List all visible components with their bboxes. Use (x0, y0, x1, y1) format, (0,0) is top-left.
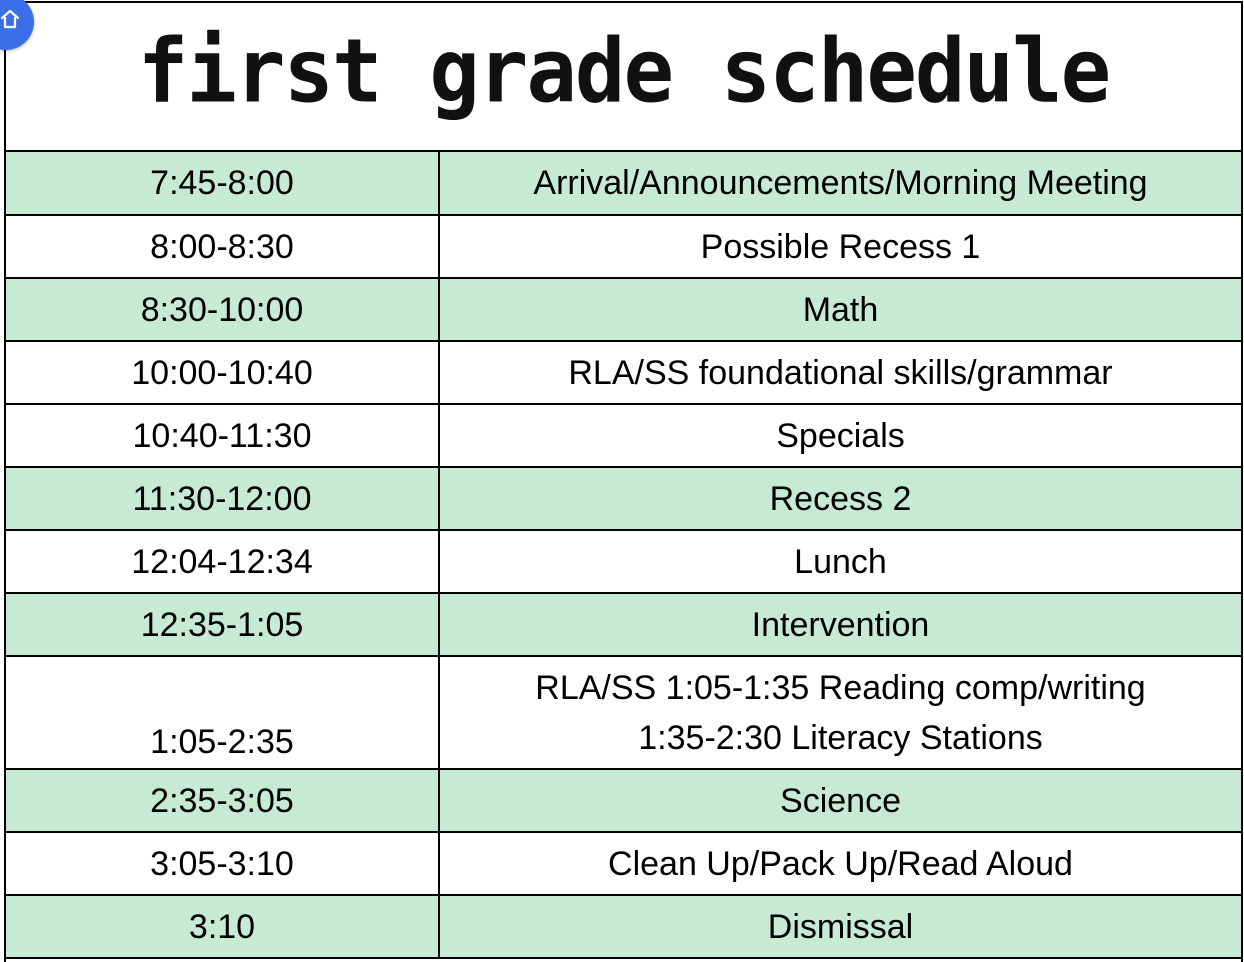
schedule-row (6, 832, 1241, 895)
activity-cell (439, 467, 1241, 530)
activity-text: Clean Up/Pack Up/Read Aloud (608, 844, 1073, 883)
activity-cell (439, 530, 1241, 593)
activity-text: Dismissal (767, 907, 914, 946)
schedule-row (6, 593, 1241, 656)
time-cell: 3:05-3:10 (6, 832, 439, 895)
schedule-row (6, 215, 1241, 278)
page-title: first grade schedule (137, 19, 1110, 122)
time-cell: 7:45-8:00 (6, 152, 439, 215)
schedule-row (6, 530, 1241, 593)
time-cell: 11:30-12:00 (6, 467, 439, 530)
activity-text: Math (802, 290, 879, 329)
activity-cell (439, 215, 1241, 278)
schedule-table (6, 152, 1241, 959)
activity-cell (439, 341, 1241, 404)
time-cell: 10:00-10:40 (6, 341, 439, 404)
activity-cell (439, 152, 1241, 215)
home-icon (0, 8, 20, 30)
schedule-row (6, 404, 1241, 467)
time-cell: 12:04-12:34 (6, 530, 439, 593)
schedule-row (6, 341, 1241, 404)
time-cell: 8:00-8:30 (6, 215, 439, 278)
activity-text: 1:35-2:30 Literacy Stations (638, 718, 1043, 757)
title-cell (6, 3, 1241, 152)
time-cell: 10:40-11:30 (6, 404, 439, 467)
activity-cell (439, 656, 1241, 769)
schedule-row (6, 278, 1241, 341)
schedule-body (6, 152, 1241, 958)
schedule-row (6, 467, 1241, 530)
time-cell: 2:35-3:05 (6, 769, 439, 832)
activity-text: Science (780, 781, 901, 820)
schedule-row (6, 895, 1241, 958)
schedule-sheet (4, 1, 1243, 962)
activity-cell (439, 832, 1241, 895)
time-cell: 3:10 (6, 895, 439, 958)
activity-cell (439, 278, 1241, 341)
activity-text: Recess 2 (769, 479, 912, 518)
activity-cell (439, 895, 1241, 958)
schedule-row (6, 769, 1241, 832)
activity-text: Intervention (751, 605, 930, 644)
activity-text: RLA/SS foundational skills/grammar (568, 353, 1113, 392)
activity-text: Possible Recess 1 (700, 227, 981, 266)
schedule-row (6, 656, 1241, 769)
time-cell: 8:30-10:00 (6, 278, 439, 341)
activity-cell (439, 593, 1241, 656)
time-cell: 1:05-2:35 (6, 656, 439, 769)
activity-text: Lunch (794, 542, 887, 581)
activity-text: Specials (776, 416, 905, 455)
activity-text: RLA/SS 1:05-1:35 Reading comp/writing (535, 668, 1146, 707)
time-cell: 12:35-1:05 (6, 593, 439, 656)
activity-cell (439, 769, 1241, 832)
activity-text: Arrival/Announcements/Morning Meeting (533, 164, 1148, 202)
activity-cell (439, 404, 1241, 467)
schedule-row (6, 152, 1241, 215)
